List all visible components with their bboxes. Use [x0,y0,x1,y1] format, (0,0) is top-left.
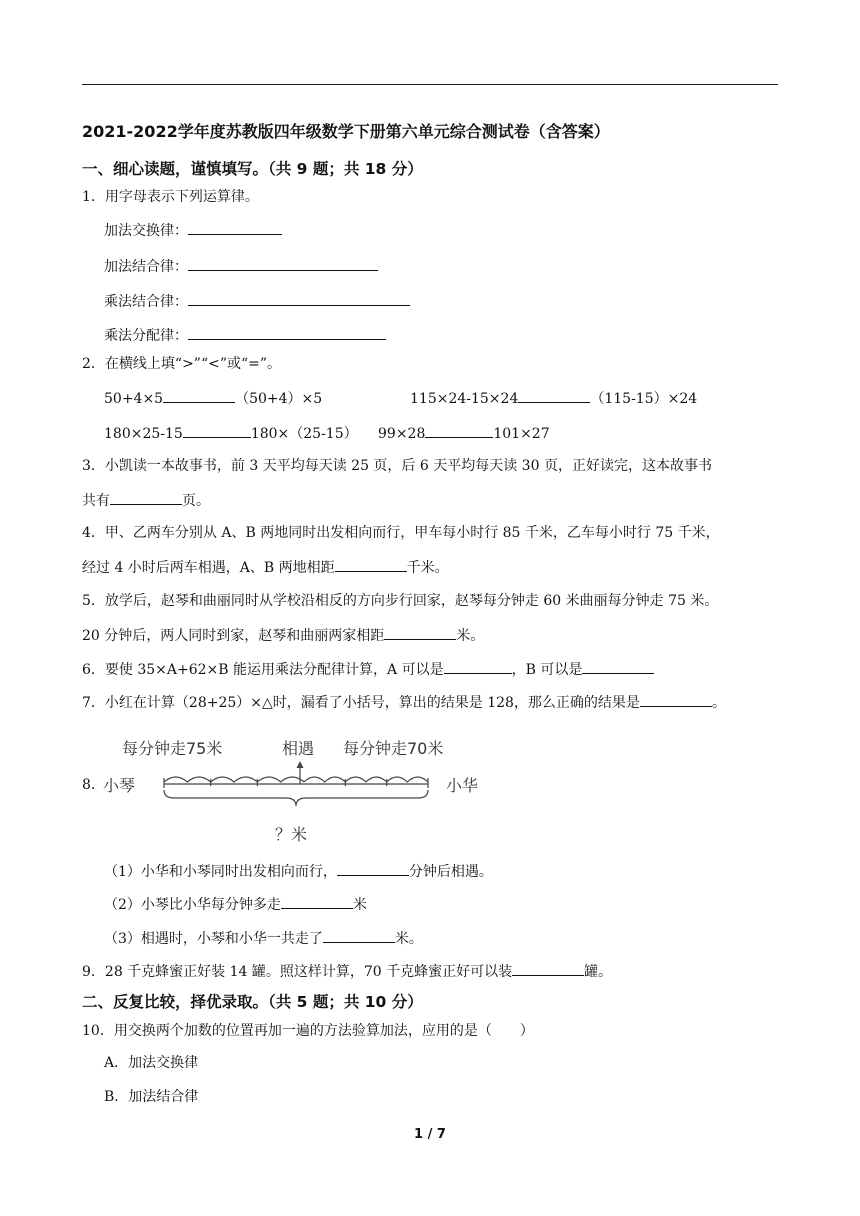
question-2-expr-4 [378,423,550,444]
question-4-line-1: 4．甲、乙两车分别从 A、B 两地同时出发相向而行，甲车每小时行 85 千米，乙车每小时行 75 千米， [82,525,720,541]
item-label: 加法结合律： [104,259,188,275]
question-5-line-1: 5．放学后，赵琴和曲丽同时从学校沿相反的方向步行回家，赵琴每分钟走 60 米曲丽每分钟走 75 米。 [82,593,719,609]
text: 7．小红在计算（28+25）×△时，漏看了小括号，算出的结果是 128，那么正确的结果是 [82,695,640,711]
answer-blank[interactable] [281,894,353,909]
question-1-stem: 1．用字母表示下列运算律。 [82,189,259,205]
right-arcs [304,777,428,782]
text: 经过 4 小时后两车相遇，A、B 两地相距 [82,560,335,576]
text: 分钟后相遇。 [408,864,493,880]
question-3-line-2 [82,490,210,511]
expr-right: （50+4）×5 [235,391,323,407]
expr-right: 180×（25-15） [250,426,358,442]
question-8-sub-3 [104,928,423,949]
question-1-item-1 [104,220,282,241]
text: （2）小琴比小华每分钟多走 [104,897,281,913]
answer-blank[interactable] [337,861,409,876]
meet-arrow-head [297,761,304,768]
question-6 [82,659,654,680]
answer-blank[interactable] [335,557,407,572]
question-4-line-2 [82,557,449,578]
text: 千米。 [406,560,449,576]
text: 20 分钟后，两人同时到家，赵琴和曲丽两家相距 [82,628,385,644]
answer-blank[interactable] [640,692,712,707]
answer-blank[interactable] [188,291,410,306]
section-heading-1: 一、细心读题，谨慎填写。（共 9 题；共 18 分） [82,160,423,178]
answer-blank[interactable] [425,423,493,438]
segment-ticks [164,778,428,788]
question-2-expr-1 [104,388,322,409]
answer-blank[interactable] [188,220,282,235]
question-3-line-1: 3．小凯读一本故事书，前 3 天平均每天读 25 页，后 6 天平均每天读 30 页，正好读完，这本故事书 [82,458,712,474]
answer-blank[interactable] [188,256,378,271]
answer-blank[interactable] [323,928,395,943]
text: 米。 [394,931,423,947]
answer-blank[interactable] [110,490,182,505]
expr-left: 99×28 [378,426,426,442]
question-1-item-2 [104,256,378,277]
question-8-sub-1 [104,861,493,882]
left-speed-label: 每分钟走75米 [122,739,223,758]
item-label: 乘法分配律： [104,328,188,344]
expr-left: 50+4×5 [104,391,164,407]
answer-blank[interactable] [444,659,512,674]
text: 6．要使 35×A+62×B 能运用乘法分配律计算，A 可以是 [82,662,444,678]
question-5-line-2 [82,625,484,646]
answer-blank[interactable] [512,961,584,976]
question-8-number: 8． [82,777,105,793]
text: 。 [711,695,726,711]
question-1-item-4 [104,325,386,346]
question-9 [82,961,612,982]
answer-blank[interactable] [163,388,235,403]
page-number: 1 / 7 [414,1127,446,1142]
total-distance-label: ？米 [275,825,308,844]
right-person-label: 小华 [446,776,479,795]
total-brace [164,790,428,806]
answer-blank[interactable] [384,625,456,640]
item-label: 乘法结合律： [104,294,188,310]
answer-blank[interactable] [188,325,386,340]
answer-blank[interactable] [582,659,654,674]
question-7 [82,692,726,713]
text: 页。 [182,493,210,509]
expr-left: 115×24-15×24 [410,391,519,407]
question-10-option-b[interactable]: B．加法结合律 [104,1089,199,1105]
text: 9．28 千克蜂蜜正好装 14 罐。照这样计算，70 千克蜂蜜正好可以装 [82,964,513,980]
text: ，B 可以是 [511,662,583,678]
answer-blank[interactable] [183,423,251,438]
question-2-stem: 2．在横线上填“>”“<”或“=”。 [82,356,282,372]
left-arcs [164,777,304,782]
text: 米。 [456,628,485,644]
text: 罐。 [584,964,613,980]
section-heading-2: 二、反复比较，择优录取。（共 5 题；共 10 分） [82,993,423,1011]
text: 共有 [82,493,110,509]
question-1-item-3 [104,291,410,312]
item-label: 加法交换律： [104,223,188,239]
question-10-stem: 10．用交换两个加数的位置再加一遍的方法验算加法，应用的是（ ） [82,1023,534,1039]
left-person-label: 小琴 [103,776,136,795]
page-title: 2021-2022学年度苏教版四年级数学下册第六单元综合测试卷（含答案） [82,122,610,141]
expr-left: 180×25-15 [104,426,183,442]
text: （1）小华和小琴同时出发相向而行， [104,864,337,880]
segment-diagram [160,758,460,818]
question-2-expr-2 [410,388,697,409]
question-10-option-a[interactable]: A．加法交换律 [104,1055,199,1071]
meet-label: 相遇 [282,739,315,758]
text: （3）相遇时，小琴和小华一共走了 [104,931,323,947]
question-8-sub-2 [104,894,367,915]
right-speed-label: 每分钟走70米 [343,739,444,758]
expr-right: （115-15）×24 [590,391,698,407]
text: 米 [352,897,367,913]
header-rule [82,84,778,85]
expr-right: 101×27 [493,426,550,442]
answer-blank[interactable] [518,388,590,403]
question-2-expr-3 [104,423,358,444]
